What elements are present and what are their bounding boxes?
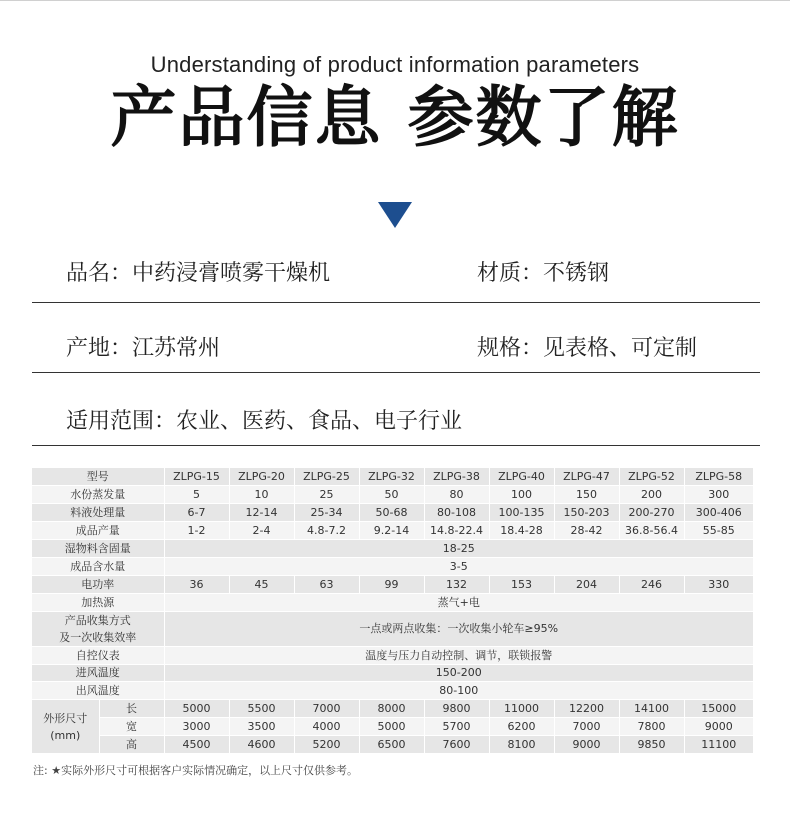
table-cell: 15000 [684,700,754,718]
table-cell: 温度与压力自动控制、调节，联锁报警 [164,646,754,664]
row-label: 进风温度 [32,664,164,682]
table-row [32,718,754,736]
table-cell: 200 [619,486,684,504]
table-cell: 50 [359,486,424,504]
table-cell: 7000 [294,700,359,718]
table-header-row [32,468,754,486]
table-cell: 1-2 [164,522,229,540]
table-cell: 4000 [294,718,359,736]
table-cell: 7600 [424,736,489,754]
table-cell: 9850 [619,736,684,754]
table-row [32,736,754,754]
info-row-origin-spec [32,322,760,373]
dimensions-label: 外形尺寸 [43,711,88,725]
table-cell: 14100 [619,700,684,718]
table-cell: 150-203 [554,504,619,522]
row-sublabel: 宽 [99,718,164,736]
table-cell: 6200 [489,718,554,736]
table-cell: 5500 [229,700,294,718]
table-cell: 36.8-56.4 [619,522,684,540]
table-cell: 8000 [359,700,424,718]
table-row [32,611,754,646]
table-cell: 4500 [164,736,229,754]
table-cell: 9800 [424,700,489,718]
row-label: 加热源 [32,593,164,611]
table-cell: 11100 [684,736,754,754]
model-cell: ZLPG-20 [229,468,294,486]
model-cell: ZLPG-47 [554,468,619,486]
table-cell: 5 [164,486,229,504]
product-name: 品名：中药浸膏喷雾干燥机 [66,261,331,286]
product-origin: 产地：江苏常州 [66,336,221,361]
row-sublabel: 高 [99,736,164,754]
table-cell: 99 [359,575,424,593]
table-row [32,557,754,575]
table-row [32,486,754,504]
collect-label-line1: 产品收集方式 [64,613,131,627]
info-row-scope [32,395,760,446]
table-cell: 18-25 [164,540,754,558]
table-cell: 2-4 [229,522,294,540]
row-label: 出风温度 [32,682,164,700]
table-cell: 3000 [164,718,229,736]
row-label: 电功率 [32,575,164,593]
top-divider [0,0,790,1]
table-row [32,575,754,593]
table-cell: 9000 [684,718,754,736]
model-cell: ZLPG-25 [294,468,359,486]
table-cell: 9000 [554,736,619,754]
table-cell: 300-406 [684,504,754,522]
footnote: 注: ★实际外形尺寸可根据客户实际情况确定，以上尺寸仅供参考。 [33,764,359,777]
row-label: 湿物料含固量 [32,540,164,558]
table-cell: 3500 [229,718,294,736]
table-cell: 18.4-28 [489,522,554,540]
table-cell: 28-42 [554,522,619,540]
row-label: 成品含水量 [32,557,164,575]
table-row [32,682,754,700]
table-cell: 153 [489,575,554,593]
table-row [32,540,754,558]
model-header: 型号 [32,468,164,486]
table-cell: 9.2-14 [359,522,424,540]
table-cell: 132 [424,575,489,593]
model-cell: ZLPG-58 [684,468,754,486]
table-cell: 10 [229,486,294,504]
row-label-collect [32,611,164,646]
down-triangle-icon [378,202,412,228]
table-cell: 蒸气+电 [164,593,754,611]
table-cell: 7000 [554,718,619,736]
table-cell: 14.8-22.4 [424,522,489,540]
row-label: 自控仪表 [32,646,164,664]
table-cell: 4600 [229,736,294,754]
table-cell: 36 [164,575,229,593]
table-cell: 330 [684,575,754,593]
table-row [32,593,754,611]
collect-label-line2: 及一次收集效率 [59,630,137,644]
table-cell: 12-14 [229,504,294,522]
table-cell: 5000 [359,718,424,736]
model-cell: ZLPG-52 [619,468,684,486]
table-cell: 100-135 [489,504,554,522]
table-cell: 246 [619,575,684,593]
table-cell: 50-68 [359,504,424,522]
table-cell: 5700 [424,718,489,736]
row-label: 水份蒸发量 [32,486,164,504]
table-cell: 5200 [294,736,359,754]
row-sublabel: 长 [99,700,164,718]
table-cell: 11000 [489,700,554,718]
table-cell: 200-270 [619,504,684,522]
parameter-table [32,468,754,754]
table-row [32,646,754,664]
table-cell: 3-5 [164,557,754,575]
table-cell: 6-7 [164,504,229,522]
table-cell: 80-100 [164,682,754,700]
product-material: 材质：不锈钢 [477,261,610,286]
table-cell: 6500 [359,736,424,754]
model-cell: ZLPG-38 [424,468,489,486]
table-cell: 45 [229,575,294,593]
table-cell: 5000 [164,700,229,718]
table-cell: 25-34 [294,504,359,522]
model-cell: ZLPG-32 [359,468,424,486]
row-label-dimensions [32,700,99,754]
table-cell: 25 [294,486,359,504]
table-cell: 80 [424,486,489,504]
table-cell: 55-85 [684,522,754,540]
table-cell: 一点或两点收集：一次收集小轮车≥95% [164,611,754,646]
table-cell: 7800 [619,718,684,736]
table-cell: 204 [554,575,619,593]
row-label: 成品产量 [32,522,164,540]
table-row [32,522,754,540]
table-cell: 4.8-7.2 [294,522,359,540]
application-scope: 适用范围：农业、医药、食品、电子行业 [66,409,463,434]
table-cell: 80-108 [424,504,489,522]
table-row [32,700,754,718]
table-cell: 8100 [489,736,554,754]
table-row [32,504,754,522]
table-cell: 150-200 [164,664,754,682]
table-cell: 100 [489,486,554,504]
table-cell: 12200 [554,700,619,718]
page-title: 产品信息 参数了解 [110,79,680,156]
dimensions-unit: (mm) [50,728,81,742]
english-subtitle: Understanding of product information parameters [150,52,640,77]
table-cell: 300 [684,486,754,504]
table-cell: 150 [554,486,619,504]
model-cell: ZLPG-40 [489,468,554,486]
table-cell: 63 [294,575,359,593]
product-spec: 规格：见表格、可定制 [477,336,698,361]
table-row [32,664,754,682]
model-cell: ZLPG-15 [164,468,229,486]
info-row-name-material [32,256,760,303]
row-label: 料液处理量 [32,504,164,522]
